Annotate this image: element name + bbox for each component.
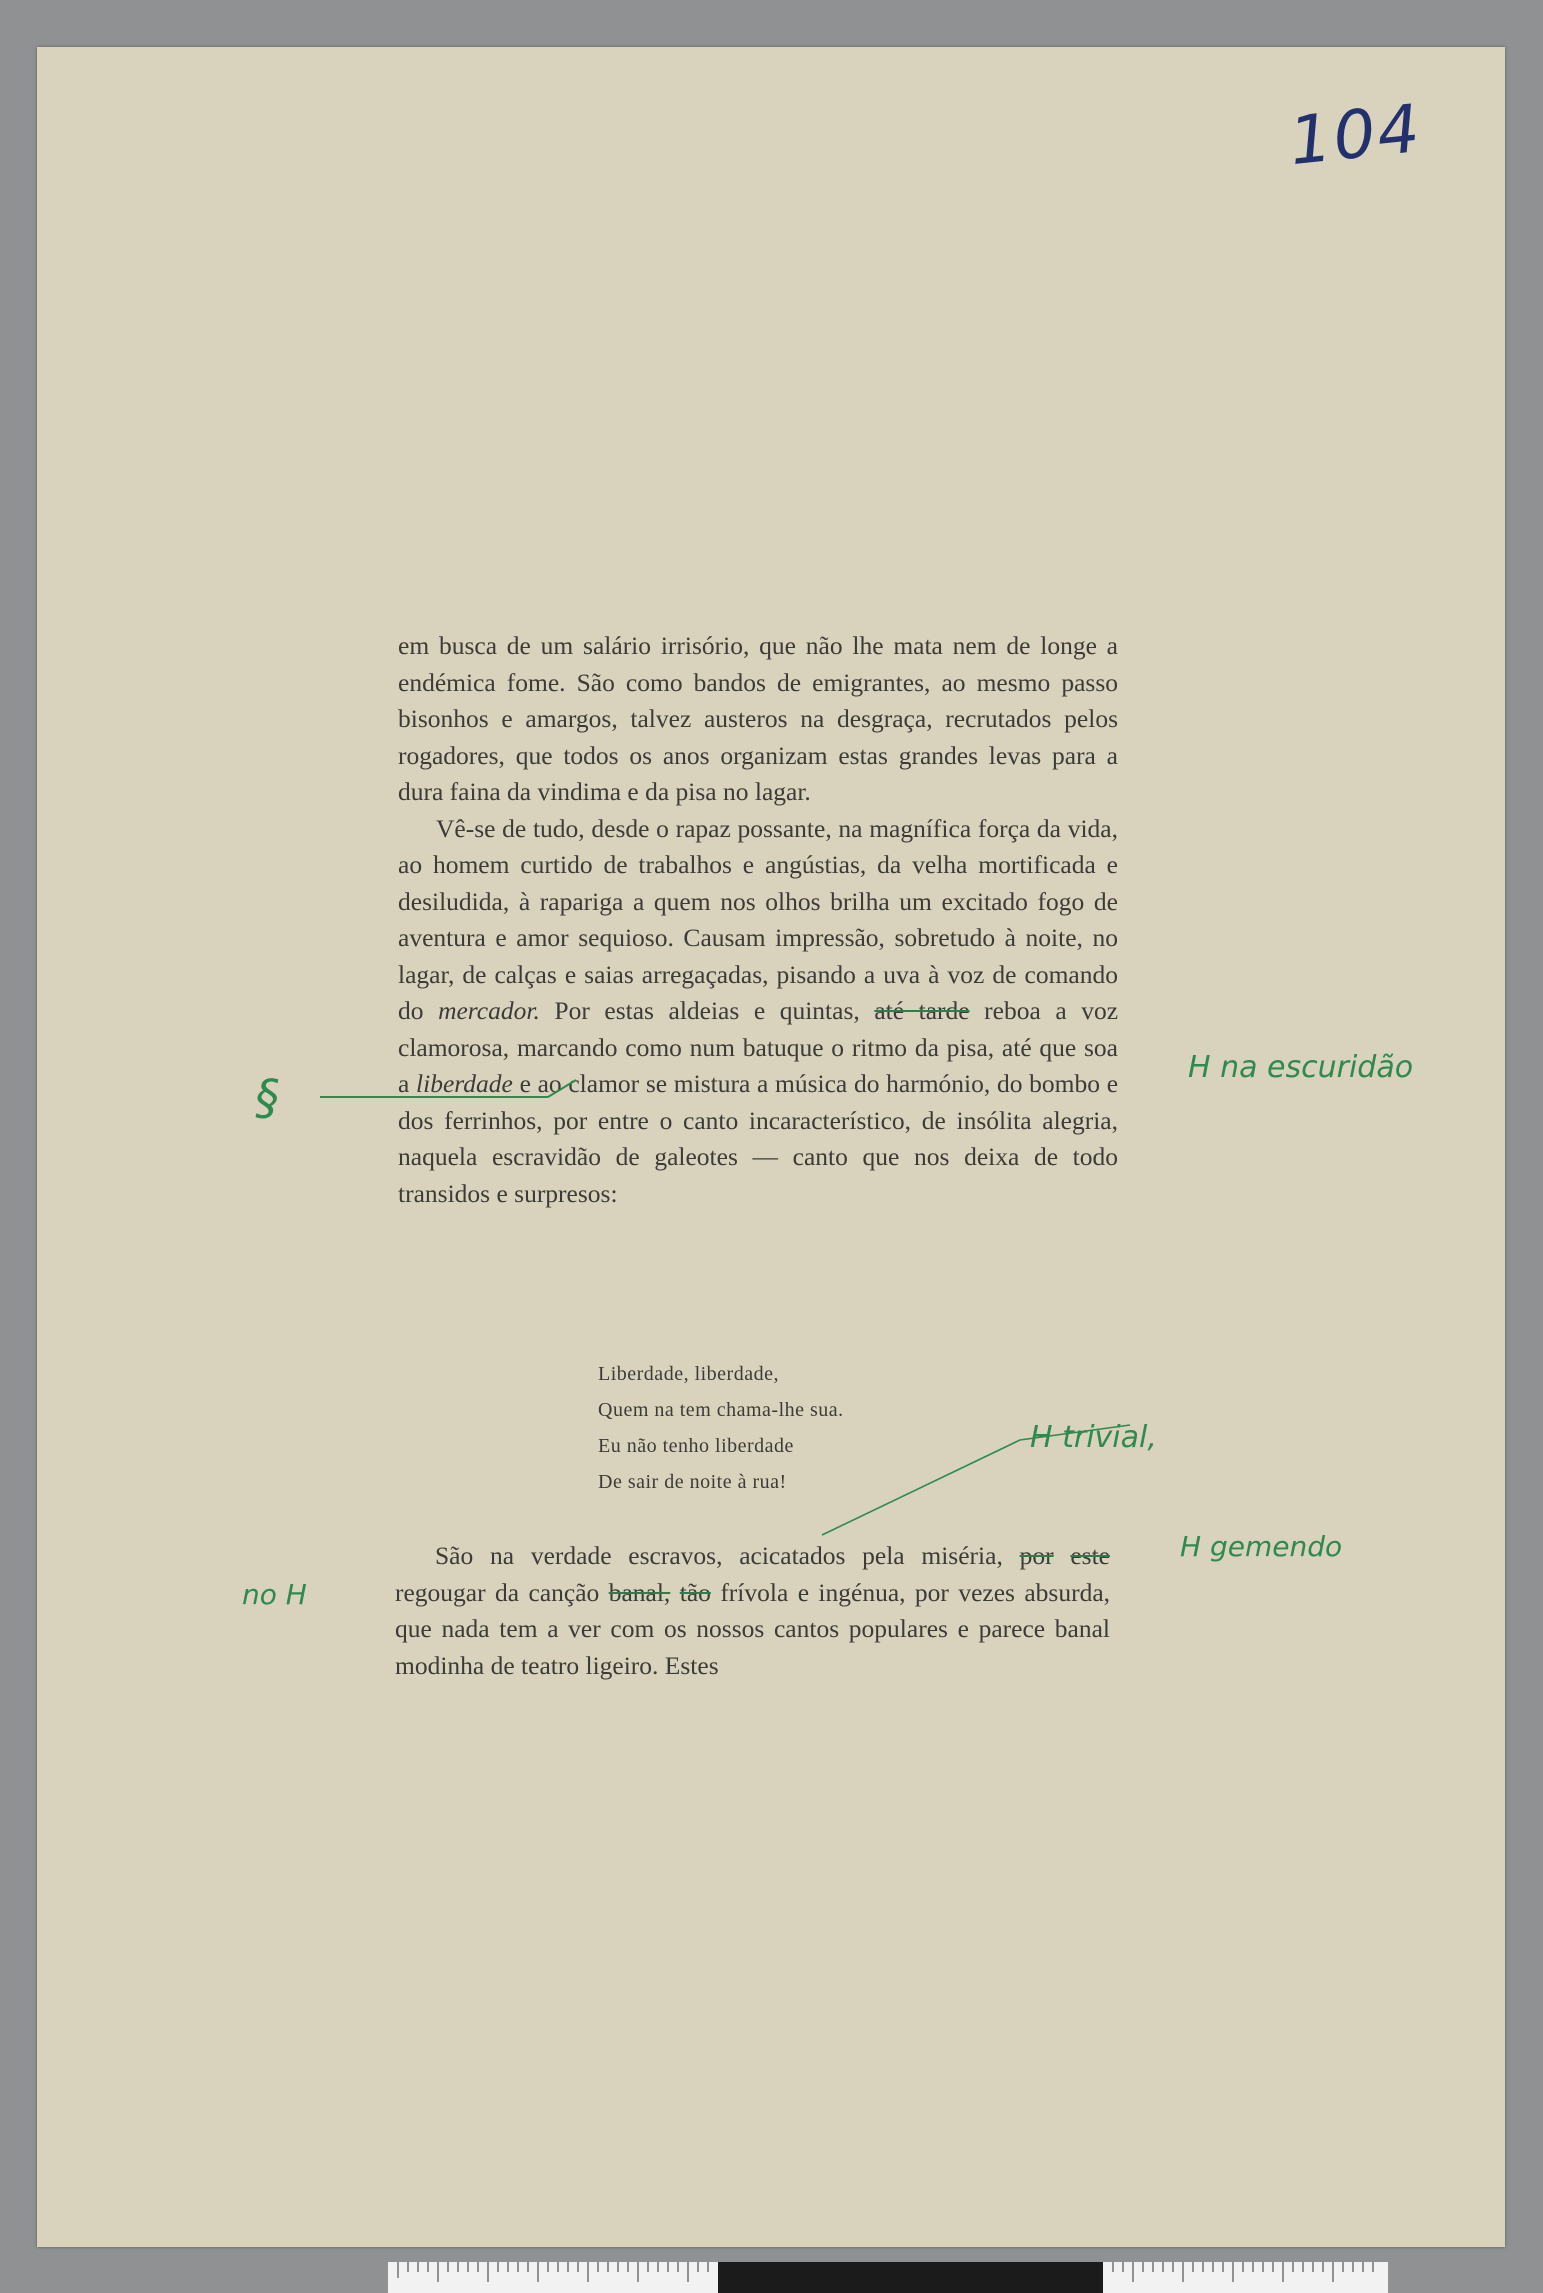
struck-text: tão bbox=[679, 1577, 711, 1607]
folio-number: 104 bbox=[1285, 89, 1426, 181]
paragraph-3-part-c: frívola e ingénua, por vezes absurda, que nada tem a ver com os nossos cantos populares e parece banal modinha de teatro ligeiro. Estes bbox=[395, 1577, 1111, 1680]
paragraph-2-part-b: Por estas aldeias e quintas, bbox=[554, 996, 860, 1025]
insertion-line bbox=[318, 1070, 578, 1100]
section-mark: § bbox=[255, 1070, 279, 1126]
paragraph-2-part-d: e ao clamor se mistura a música do harmónio, do bombo e dos ferrinhos, por entre o canto incaracterístico, de insólita alegria, naquela escravidão de galeotes — canto que nos deixa de todo transidos e surpresos: bbox=[398, 1069, 1119, 1208]
annotation-no-h: no H bbox=[242, 1578, 307, 1611]
liberdade-word: liberdade bbox=[416, 1069, 513, 1098]
verse-line: Eu não tenho liberdade bbox=[598, 1435, 794, 1457]
verse-line: Quem na tem chama-lhe sua. bbox=[598, 1399, 844, 1421]
paragraph-2-part-c: reboa a voz clamorosa, marcando como num batuque o ritmo da pisa, até que soa a bbox=[398, 996, 1119, 1098]
verse-line: De sair de noite à rua! bbox=[598, 1471, 787, 1493]
annotation-escuridao: H na escuridão bbox=[1188, 1050, 1414, 1085]
paragraph-2 bbox=[398, 811, 1118, 1213]
paragraph-3-part-b: regougar da canção bbox=[395, 1577, 600, 1607]
paragraph-3-block bbox=[395, 1538, 1110, 1684]
paragraph-2-part-a: Vê-se de tudo, desde o rapaz possante, na magnífica força da vida, ao homem curtido de trabalhos e angústias, da velha mortificada e desiludida, à rapariga a quem nos olhos brilha um excitado fogo de aventura e amor sequioso. Causam impressão, sobretudo à noite, no lagar, de calças e saias arregaçadas, pisando a uva à voz de comando do bbox=[398, 813, 1118, 1025]
struck-text: por bbox=[1019, 1541, 1054, 1570]
struck-text: banal, bbox=[608, 1577, 671, 1607]
annotation-trivial: H trivial, bbox=[1030, 1420, 1157, 1455]
scale-ruler bbox=[388, 2262, 1388, 2293]
paragraph-1: em busca de um salário irrisório, que não lhe mata nem de longe a endémica fome. São como bandos de emigrantes, ao mesmo passo bisonhos e amargos, talvez austeros na desgraça, recrutados pelos rogadores, que todos os anos organizam estas grandes levas para a dura faina da vindima e da pisa no lagar. bbox=[398, 631, 1118, 806]
main-text bbox=[398, 628, 1118, 1212]
struck-text: até tarde bbox=[874, 996, 970, 1025]
mercador-word: mercador. bbox=[438, 996, 540, 1025]
paragraph-3 bbox=[395, 1538, 1110, 1684]
annotation-gemendo: H gemendo bbox=[1180, 1530, 1343, 1563]
verse-line: Liberdade, liberdade, bbox=[598, 1363, 779, 1385]
struck-text: este bbox=[1070, 1541, 1111, 1570]
paragraph-3-part-a: São na verdade escravos, acicatados pela miséria, bbox=[435, 1541, 1003, 1570]
